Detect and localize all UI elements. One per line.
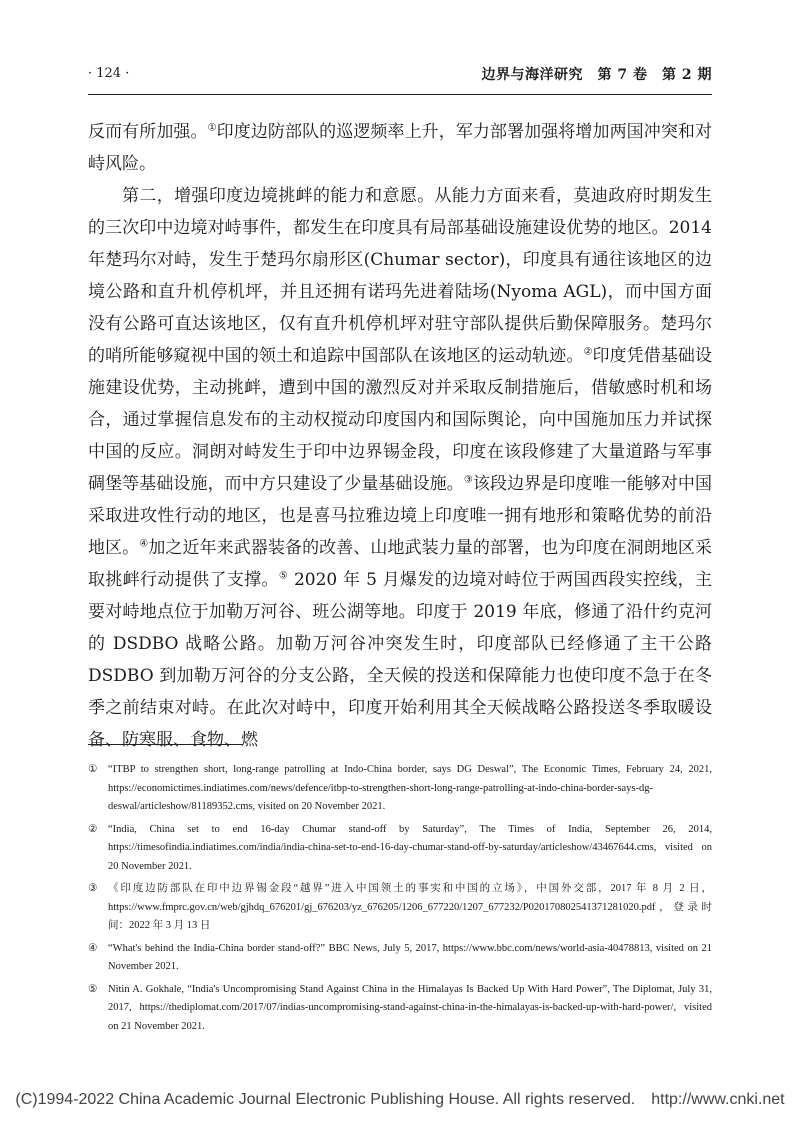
copyright-notice: (C)1994-2022 China Academic Journal Electronic Publishing House. All rights reserved. http://www.cnki.net <box>15 1091 785 1108</box>
footnote-rule <box>88 744 243 745</box>
header-rule <box>88 94 712 95</box>
running-header <box>88 62 712 92</box>
journal-title: 边界与海洋研究 第 7 卷 第 2 期 <box>481 67 712 83</box>
body-text <box>88 116 712 756</box>
footnote-mark: ④ <box>88 942 98 954</box>
paragraph-1: 反而有所加强。①印度边防部队的巡逻频率上升，军力部署加强将增加两国冲突和对峙风险。 <box>88 122 713 174</box>
footnote-mark: ① <box>88 764 98 775</box>
footnote-ref-5[interactable]: ⑤ <box>278 570 289 582</box>
footnote-3 <box>88 880 712 936</box>
footnote-4 <box>88 940 712 977</box>
footnote-1 <box>88 761 712 817</box>
footnote-ref-1[interactable]: ① <box>207 122 217 134</box>
footnote-mark: ⑤ <box>88 983 98 995</box>
footnote-ref-2[interactable]: ② <box>583 346 593 358</box>
page-number: · 124 · <box>88 66 130 81</box>
footnotes <box>88 761 712 1040</box>
footnote-text: “ITBP to strengthen short, long-range patrolling at Indo-China border, says DG Deswal”, The Economic Times, February 24, 2021, https://economictimes.indiatimes.com/news/defence/itbp-to-strengthen-short-long-range-patrolling-at-indo-china-border-says-dg-deswal/articleshow/81189352.cms, visited on 20 November 2021. <box>108 764 712 812</box>
footnote-ref-3[interactable]: ③ <box>463 474 473 486</box>
footnote-mark: ② <box>88 823 98 835</box>
footnote-5 <box>88 981 712 1037</box>
footnote-mark: ③ <box>88 883 98 894</box>
footnote-text: “India, China set to end 16-day Chumar stand-off by Saturday”, The Times of India, September 26, 2014, https://timesofindia.indiatimes.com/india/india-china-set-to-end-16-day-chumar-stand-off-by-saturday/articleshow/43467644.cms, visited on 20 November 2021. <box>108 823 712 872</box>
paragraph-2: 第二，增强印度边境挑衅的能力和意愿。从能力方面来看，莫迪政府时期发生的三次印中边境对峙事件，都发生在印度具有局部基础设施建设优势的地区。2014 年楚玛尔对峙，发生于楚玛尔扇形区(Chumar sector)，印度具有通往该地区的边境公路和直升机停机坪，并且还拥有诺玛先进着陆场(Nyoma AGL)，而中国方面没有公路可直达该地区，仅有直升机停机坪对驻守部队提供后勤保障服务。楚玛尔的哨所能够窥视中国的领土和追踪中国部队在该地区的运动轨迹。②印度凭借基础设施建设优势，主动挑衅，遭到中国的激烈反对并采取反制措施后，借敏感时机和场合，通过掌握信息发布的主动权搅动印度国内和国际舆论，向中国施加压力并试探中国的反应。洞朗对峙发生于印中边界锡金段，印度在该段修建了大量道路与军事碉堡等基础设施，而中方只建设了少量基础设施。③该段边界是印度唯一能够对中国采取进攻性行动的地区，也是喜马拉雅边境上印度唯一拥有地形和策略优势的前沿地区。④加之近年来武器装备的改善、山地武装力量的部署，也为印度在洞朗地区采取挑衅行动提供了支撑。⑤ 2020 年 5 月爆发的边境对峙位于两国西段实控线，主要对峙地点位于加勒万河谷、班公湖等地。印度于 2019 年底，修通了沿什约克河的 DSDBO 战略公路。加勒万河谷冲突发生时，印度部队已经修通了主干公路 DSDBO 到加勒万河谷的分支公路，全天候的投送和保障能力也使印度不急于在冬季之前结束对峙。在此次对峙中，印度开始利用其全天候战略公路投送冬季取暖设备、防寒服、食物、燃 <box>88 186 713 750</box>
footnote-2 <box>88 821 712 877</box>
footnote-text: Nitin A. Gokhale, “India's Uncompromising Stand Against China in the Himalayas Is Backed Up With Hard Power”, The Diplomat, July 31, 2017, https://thediplomat.com/2017/07/indias-uncompromising-stand-against-china-in-the-himalayas-is-backed-up-with-hard-power/, visited on 21 November 2021. <box>108 983 712 1032</box>
footnote-text: “What's behind the India-China border stand-off?” BBC News, July 5, 2017, https://www.bbc.com/news/world-asia-40478813, visited on 21 November 2021. <box>108 942 712 972</box>
footnote-text: 《印度边防部队在印中边界锡金段“越界”进入中国领土的事实和中国的立场》，中国外交部，2017 年 8 月 2 日，https://www.fmprc.gov.cn/web/gjhdq_676201/gj_676203/yz_676205/1206_677220/1207_677232/P020170802541371281020.pdf，登录时间：2022 年 3 月 13 日 <box>108 883 712 931</box>
footnote-ref-4[interactable]: ④ <box>139 538 149 550</box>
